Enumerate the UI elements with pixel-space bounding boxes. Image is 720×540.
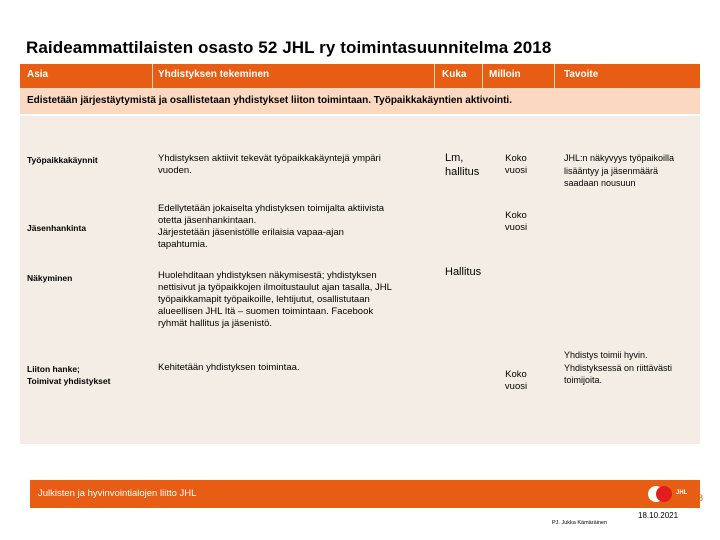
row-milloin: Koko vuosi [504, 210, 528, 233]
header-divider [434, 64, 435, 88]
objective-text: Edistetään järjestäytymistä ja osallistetaan yhdistykset liiton toimintaan. Työpaikkakäyntien aktivointi. [27, 95, 512, 106]
footer-bar [30, 480, 700, 508]
col-header-tavoite: Tavoite [564, 69, 599, 80]
row-milloin: Koko vuosi [504, 369, 528, 392]
page-title: Raideammattilaisten osasto 52 JHL ry toimintasuunnitelma 2018 [26, 38, 552, 57]
footer-org-name: Julkisten ja hyvinvointialojen liitto JHL [38, 488, 197, 499]
header-divider [482, 64, 483, 88]
row-kuka: Lm, hallitus [445, 152, 480, 178]
col-header-tekeminen: Yhdistyksen tekeminen [158, 69, 270, 80]
row-milloin: Koko vuosi [504, 153, 528, 176]
header-divider [554, 64, 555, 88]
author-label: PJ. Jukka Kämäräinen [552, 520, 608, 526]
row-tavoite: Yhdistys toimii hyvin. Yhdistyksessä on riittävästi toimijoita. [564, 350, 673, 385]
objective-row [20, 88, 700, 116]
date-label: 18.10.2021 [638, 511, 679, 520]
row-asia: Liiton hanke; Toimivat yhdistykset [27, 364, 111, 386]
page-number: 8 [698, 493, 704, 503]
plan-table [20, 64, 700, 444]
row-tekeminen: Yhdistyksen aktiivit tekevät työpaikkakäyntejä ympäri vuoden. [158, 153, 381, 176]
row-tekeminen: Kehitetään yhdistyksen toimintaa. [158, 362, 300, 373]
row-asia: Jäsenhankinta [27, 223, 87, 233]
col-header-milloin: Milloin [489, 69, 521, 80]
row-tavoite: JHL:n näkyvyys työpaikoilla lisääntyy ja jäsenmäärä saadaan nousuun [564, 153, 675, 188]
row-asia: Työpaikkakäynnit [27, 155, 98, 165]
row-tekeminen: Edellytetään jokaiselta yhdistyksen toimijalta aktiivista otetta jäsenhankintaan. Järjestetään jäsenistölle erilaisia vapaa-ajan tapahtumia. [158, 203, 384, 250]
row-tekeminen: Huolehditaan yhdistyksen näkymisestä; yhdistyksen nettisivut ja työpaikkojen ilmoitustaulut ajan tasalla, JHL työpaikkamapit työpaikoille, lehtijutut, osallistutaan alueellisen JHL Itä – suomen toimintaan. Facebook ryhmät hallitus ja jäsenistö. [158, 270, 392, 329]
header-divider [152, 64, 153, 88]
table-header [20, 64, 700, 88]
row-kuka: Hallitus [445, 266, 482, 278]
col-header-asia: Asia [27, 69, 49, 80]
col-header-kuka: Kuka [442, 69, 467, 80]
jhl-logo-icon: JHL [648, 486, 688, 502]
row-asia: Näkyminen [27, 273, 73, 283]
